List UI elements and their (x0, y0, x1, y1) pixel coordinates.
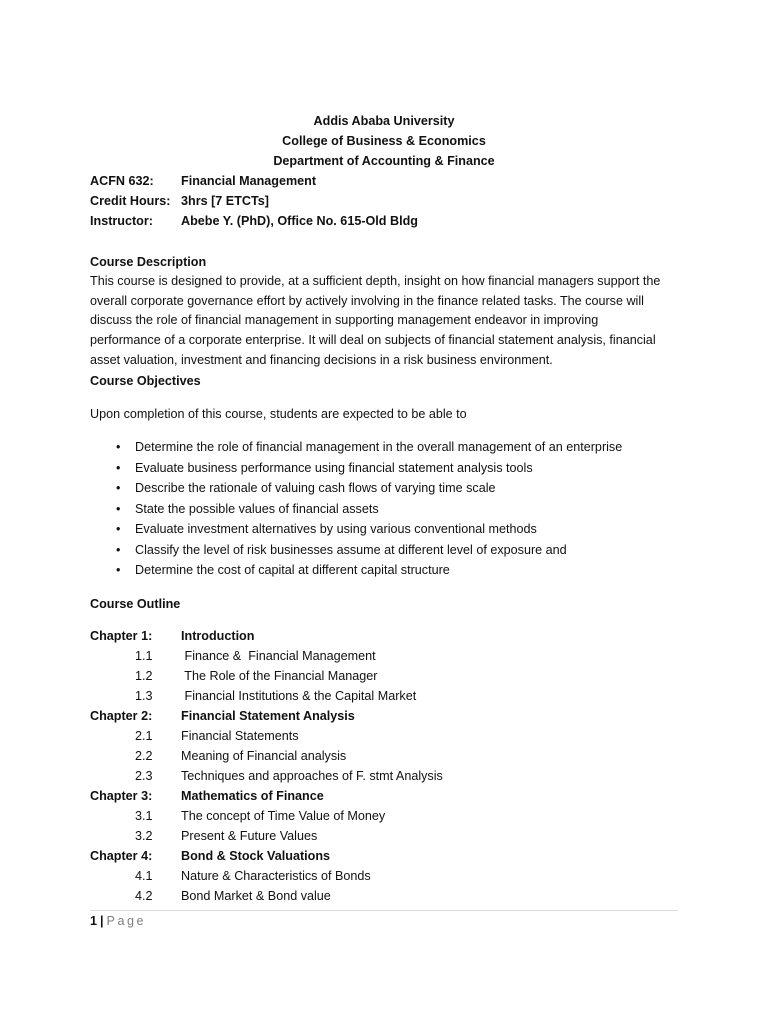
section-row (0, 826, 768, 846)
section-number: 2.2 (135, 749, 153, 763)
bullet-icon: • (116, 563, 121, 577)
section-number: 4.1 (135, 869, 153, 883)
footer-separator: | (100, 914, 104, 928)
section-number: 1.1 (135, 649, 153, 663)
section-title: The Role of the Financial Manager (181, 669, 378, 683)
credit-hours-row (90, 191, 690, 211)
section-number: 3.2 (135, 829, 153, 843)
footer-divider (90, 910, 678, 911)
section-row (0, 866, 768, 886)
section-row (0, 686, 768, 706)
instructor-row (90, 211, 690, 231)
course-description-text (90, 272, 675, 371)
section-row (0, 666, 768, 686)
objective-text: Evaluate business performance using financial statement analysis tools (135, 460, 533, 475)
objective-text: Determine the cost of capital at different capital structure (135, 563, 450, 577)
chapter-title: Financial Statement Analysis (181, 709, 355, 723)
chapter-title: Mathematics of Finance (181, 789, 324, 803)
section-number: 4.2 (135, 889, 153, 903)
chapter-row (0, 626, 768, 646)
meta-key: Credit Hours: (90, 194, 171, 208)
objectives-intro: Upon completion of this course, students are expected to be able to (90, 407, 467, 421)
bullet-icon: • (116, 440, 121, 454)
chapter-row (0, 846, 768, 866)
bullet-icon: • (116, 542, 121, 557)
chapter-row (0, 786, 768, 806)
section-number: 1.3 (135, 689, 153, 703)
description-line: overall corporate governance effort by actively involving in the finance related tasks. The course will (90, 293, 644, 308)
description-line: asset valuation, investment and financing decisions in a risk business environment. (90, 352, 553, 367)
university-name: Addis Ababa University (313, 114, 455, 128)
description-line: performance of a corporate enterprise. It will deal on subjects of financial statement analysis, financial (90, 333, 656, 348)
section-row (0, 886, 768, 906)
bullet-icon: • (116, 501, 121, 516)
objective-text: Determine the role of financial management in the overall management of an enterprise (135, 440, 623, 454)
chapter-label: Chapter 3: (90, 789, 153, 803)
chapter-label: Chapter 1: (90, 629, 153, 643)
objective-text: Describe the rationale of valuing cash flows of varying time scale (135, 481, 496, 495)
section-row (0, 646, 768, 666)
course-outline-heading: Course Outline (90, 597, 181, 611)
bullet-icon: • (116, 460, 121, 475)
section-title: Techniques and approaches of F. stmt Analysis (181, 769, 443, 783)
section-number: 2.1 (135, 729, 153, 743)
section-title: Financial Statements (181, 729, 299, 743)
college-name: College of Business & Economics (282, 134, 486, 148)
meta-value: Abebe Y. (PhD), Office No. 615-Old Bldg (181, 214, 418, 228)
section-title: Financial Institutions & the Capital Market (181, 689, 417, 703)
list-item (0, 540, 768, 561)
section-row (0, 766, 768, 786)
department-name: Department of Accounting & Finance (273, 154, 495, 168)
list-item (0, 437, 768, 458)
chapter-label: Chapter 4: (90, 849, 153, 863)
meta-value: Financial Management (181, 174, 317, 188)
list-item (0, 458, 768, 479)
document-header (0, 111, 768, 171)
bullet-icon: • (116, 481, 121, 495)
list-item (0, 478, 768, 499)
page-word: Page (106, 914, 146, 928)
section-number: 2.3 (135, 769, 153, 783)
objective-text: State the possible values of financial assets (135, 501, 379, 516)
section-row (0, 806, 768, 826)
course-objectives-heading: Course Objectives (90, 374, 201, 388)
objective-text: Evaluate investment alternatives by using various conventional methods (135, 522, 537, 536)
objective-text: Classify the level of risk businesses assume at different level of exposure and (135, 542, 567, 557)
course-outline (0, 626, 768, 906)
section-title: Finance & Financial Management (181, 649, 376, 663)
list-item (0, 560, 768, 581)
list-item (0, 499, 768, 520)
section-number: 3.1 (135, 809, 153, 823)
list-item (0, 519, 768, 540)
page-footer (90, 912, 146, 930)
objectives-list (0, 437, 768, 581)
course-meta (90, 171, 690, 231)
course-description-heading: Course Description (90, 255, 207, 269)
section-title: Meaning of Financial analysis (181, 749, 347, 763)
chapter-row (0, 706, 768, 726)
description-line: This course is designed to provide, at a sufficient depth, insight on how financial managers support the (90, 274, 661, 288)
chapter-label: Chapter 2: (90, 709, 153, 723)
page-number: 1 (90, 914, 98, 928)
section-number: 1.2 (135, 669, 153, 683)
description-line: discuss the role of financial management in supporting management endeavor in improving (90, 313, 599, 328)
bullet-icon: • (116, 522, 121, 536)
meta-key: ACFN 632: (90, 174, 154, 188)
section-title: Nature & Characteristics of Bonds (181, 869, 371, 883)
meta-key: Instructor: (90, 214, 153, 228)
course-code-row (90, 171, 690, 191)
section-title: Bond Market & Bond value (181, 889, 331, 903)
section-title: Present & Future Values (181, 829, 318, 843)
section-title: The concept of Time Value of Money (181, 809, 386, 823)
section-row (0, 746, 768, 766)
chapter-title: Introduction (181, 629, 255, 643)
section-row (0, 726, 768, 746)
meta-value: 3hrs [7 ETCTs] (181, 194, 269, 208)
chapter-title: Bond & Stock Valuations (181, 849, 331, 863)
